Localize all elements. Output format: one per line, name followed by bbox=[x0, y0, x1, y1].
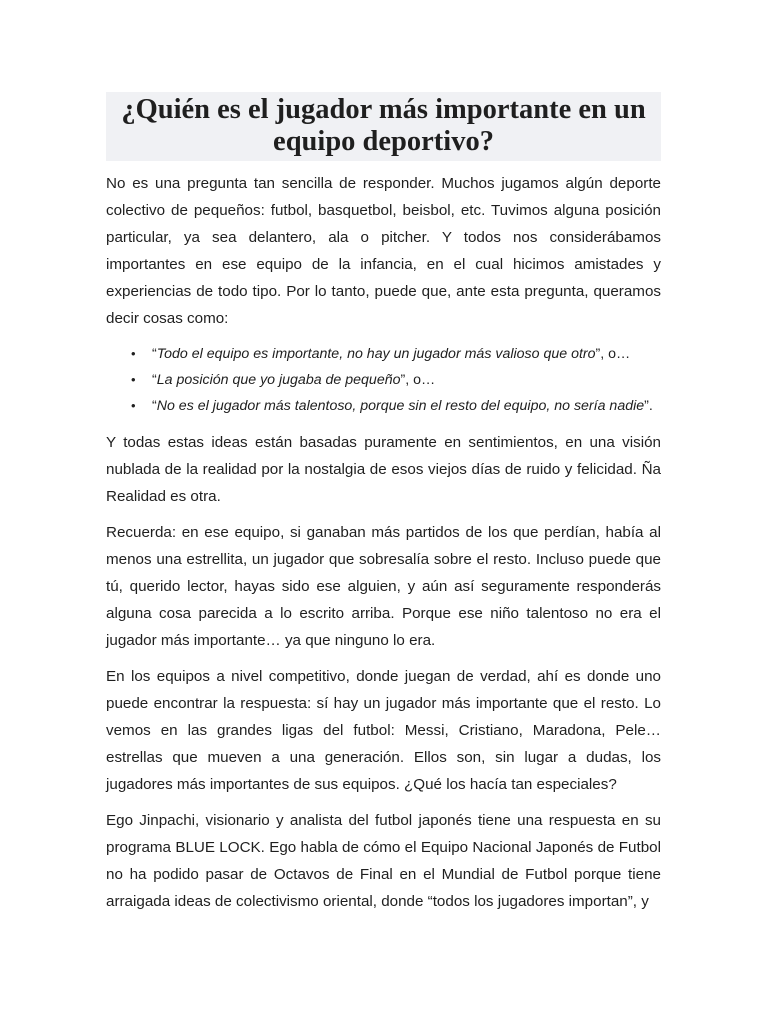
bullet-icon: • bbox=[131, 398, 136, 413]
list-item bbox=[131, 393, 661, 419]
title-box bbox=[106, 92, 661, 161]
bullet-icon: • bbox=[131, 372, 136, 387]
paragraph-intro: No es una pregunta tan sencilla de responder. Muchos jugamos algún deporte colectivo de pequeños: futbol, basquetbol, beisbol, etc. Tuvimos alguna posición particular, ya sea delantero, ala o pitcher. Y todos nos considerábamos importantes en ese equipo de la infancia, en el cual hicimos amistades y experiencias de todo tipo. Por lo tanto, puede que, ante esta pregunta, queramos decir cosas como: bbox=[106, 175, 661, 327]
quote-list bbox=[106, 341, 661, 419]
quote-open: “ bbox=[152, 346, 157, 362]
paragraph-feelings: Y todas estas ideas están basadas puramente en sentimientos, en una visión nublada de la realidad por la nostalgia de esos viejos días de ruido y felicidad. Ña Realidad es otra. bbox=[106, 434, 661, 505]
quote-text: La posición que yo jugaba de pequeño bbox=[156, 372, 401, 388]
quote-close: ”, o… bbox=[595, 346, 631, 362]
paragraph-competitive: En los equipos a nivel competitivo, donde juegan de verdad, ahí es donde uno puede encontrar la respuesta: sí hay un jugador más importante que el resto. Lo vemos en las grandes ligas del futbol: Messi, Cristiano, Maradona, Pele… estrellas que mueven a una generación. Ellos son, sin lugar a dudas, los jugadores más importantes de sus equipos. ¿Qué los hacía tan especiales? bbox=[106, 668, 661, 793]
paragraph-ego: Ego Jinpachi, visionario y analista del futbol japonés tiene una respuesta en su programa BLUE LOCK. Ego habla de cómo el Equipo Nacional Japonés de Futbol no ha podido pasar de Octavos de Final en el Mundial de Futbol porque tiene arraigada ideas de colectivismo oriental, donde “todos los jugadores importan”, y bbox=[106, 812, 661, 910]
document-title: ¿Quién es el jugador más importante en un equipo deportivo? bbox=[121, 94, 646, 157]
paragraph-remember: Recuerda: en ese equipo, si ganaban más partidos de los que perdían, había al menos una estrellita, un jugador que sobresalía sobre el resto. Incluso puede que tú, querido lector, hayas sido ese alguien, y aún así seguramente responderás alguna cosa parecida a lo escrito arriba. Porque ese niño talentoso no era el jugador más importante… ya que ninguno lo era. bbox=[106, 524, 661, 649]
list-item bbox=[131, 367, 661, 393]
quote-close: ”. bbox=[644, 398, 653, 414]
list-item bbox=[131, 341, 661, 367]
quote-open: “ bbox=[152, 372, 157, 388]
quote-close: ”, o… bbox=[400, 372, 436, 388]
quote-open: “ bbox=[152, 398, 157, 414]
quote-text: No es el jugador más talentoso, porque sin el resto del equipo, no sería nadie bbox=[156, 398, 645, 414]
bullet-icon: • bbox=[131, 346, 136, 361]
quote-text: Todo el equipo es importante, no hay un jugador más valioso que otro bbox=[156, 346, 596, 362]
document-page bbox=[106, 92, 661, 924]
